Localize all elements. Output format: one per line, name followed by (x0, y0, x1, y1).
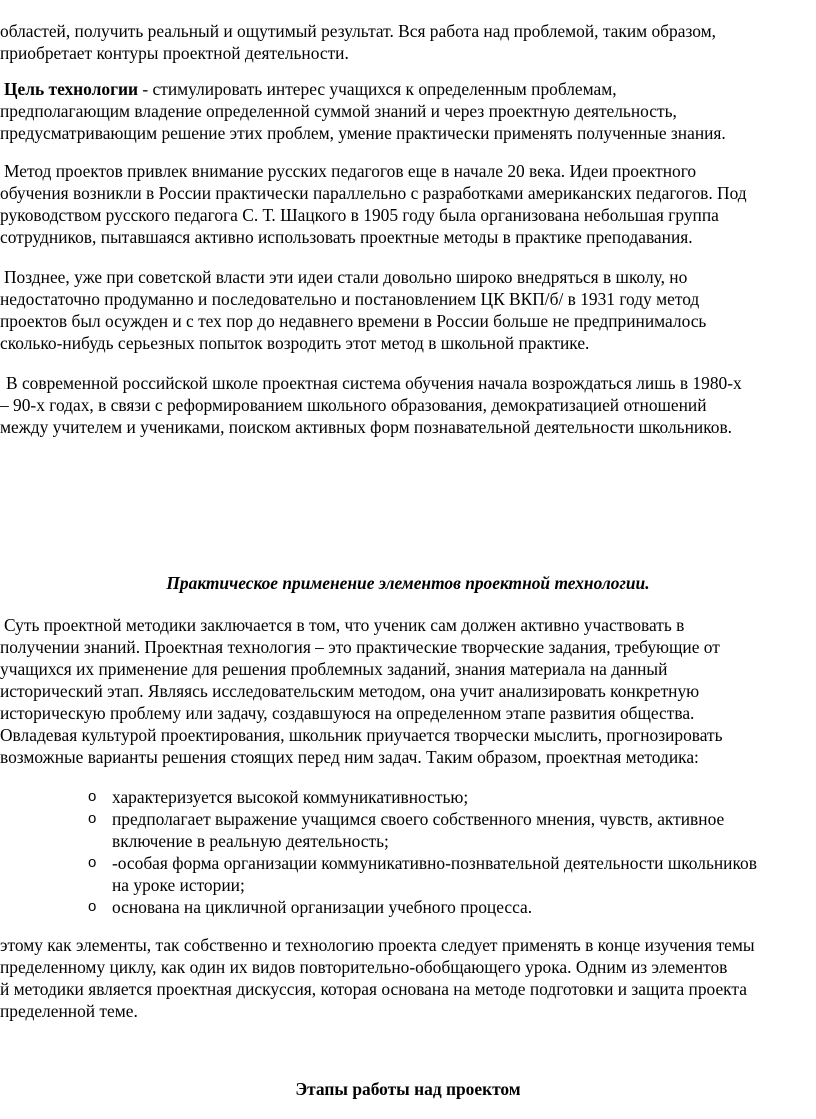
conclusion-line: пределенному циклу, как один их видов повторительно-обобщающего урока. Одним из элементов (0, 957, 728, 977)
list-item: -особая форма организации коммуникативно-познвательной деятельности школьников (112, 853, 757, 873)
history-3-line: – 90-х годах, в связи с реформированием школьного образования, демократизацией отношений (0, 395, 707, 415)
history-1-line: сотрудников, пытавшаяся активно использовать проектные методы в практике преподавания. (0, 227, 693, 247)
conclusion-line: этому как элементы, так собственно и технологию проекта следует применять в конце изучения темы (0, 935, 755, 955)
list-item: основана на цикличной организации учебного процесса. (112, 897, 533, 917)
history-2-line: Позднее, уже при советской власти эти идеи стали довольно широко внедряться в школу, но (4, 267, 688, 287)
essence-line: Суть проектной методики заключается в том, что ученик сам должен активно участвовать в (4, 615, 685, 635)
essence-line: возможные варианты решения стоящих перед ним задач. Таким образом, проектная методика: (0, 747, 699, 767)
list-item-continuation: включение в реальную деятельность; (112, 831, 389, 851)
history-1-line: Метод проектов привлек внимание русских педагогов еще в начале 20 века. Идеи проектного (4, 161, 697, 181)
history-2-line: недостаточно продуманно и последовательно и постановлением ЦК ВКП/б/ в 1931 году метод (0, 289, 700, 309)
stages-title: Этапы работы над проектом (295, 1079, 521, 1099)
goal-line: предполагающим владение определенной суммой знаний и через проектную деятельность, (0, 101, 677, 121)
history-1-line: обучения возникли в России практически параллельно с разработками американских педагогов. Под (0, 183, 747, 203)
bullet-marker: o (88, 810, 97, 827)
section-title: Практическое применение элементов проектной технологии. (166, 573, 650, 593)
goal-text: - стимулировать интерес учащихся к определенным проблемам, (138, 79, 617, 99)
essence-line: исторический этап. Являясь исследовательским методом, она учит анализировать конкретную (0, 681, 700, 701)
history-3-line: В современной российской школе проектная система обучения начала возрождаться лишь в 1980-х (6, 373, 742, 393)
history-2-line: проектов был осужден и с тех пор до недавнего времени в России больше не предпринималось (0, 311, 707, 331)
goal-label: Цель технологии (4, 79, 139, 99)
history-2-line: сколько-нибудь серьезных попыток возродить этот метод в школьной практике. (0, 333, 590, 353)
intro-line: приобретает контуры проектной деятельности. (0, 43, 349, 63)
history-3-line: между учителем и учениками, поиском активных форм познавательной деятельности школьников. (0, 417, 733, 437)
conclusion-line: й методики является проектная дискуссия, которая основана на методе подготовки и защита проекта (0, 979, 747, 999)
essence-line: историческую проблему или задачу, создавшуюся на определенном этапе развития общества. (0, 703, 695, 723)
history-1-line: руководством русского педагога С. Т. Шацкого в 1905 году была организована небольшая группа (0, 205, 719, 225)
conclusion-line: пределенной теме. (0, 1001, 138, 1021)
list-item: предполагает выражение учащимся своего собственного мнения, чувств, активное (112, 809, 725, 829)
list-item-continuation: на уроке истории; (112, 875, 245, 895)
goal-line: предусматривающим решение этих проблем, умение практически применять полученные знания. (0, 123, 726, 143)
list-item: характеризуется высокой коммуникативностью; (112, 787, 469, 807)
bullet-marker: o (88, 898, 97, 915)
essence-line: учащихся их применение для решения проблемных заданий, знания материала на данный (0, 659, 668, 679)
bullet-marker: o (88, 854, 97, 871)
essence-line: Овладевая культурой проектирования, школьник приучается творчески мыслить, прогнозировать (0, 725, 723, 745)
goal-paragraph-first-line (4, 78, 617, 100)
essence-line: получении знаний. Проектная технология – это практические творческие задания, требующие от (0, 637, 720, 657)
bullet-marker: o (88, 788, 97, 805)
intro-line: областей, получить реальный и ощутимый результат. Вся работа над проблемой, таким образом, (0, 21, 716, 41)
